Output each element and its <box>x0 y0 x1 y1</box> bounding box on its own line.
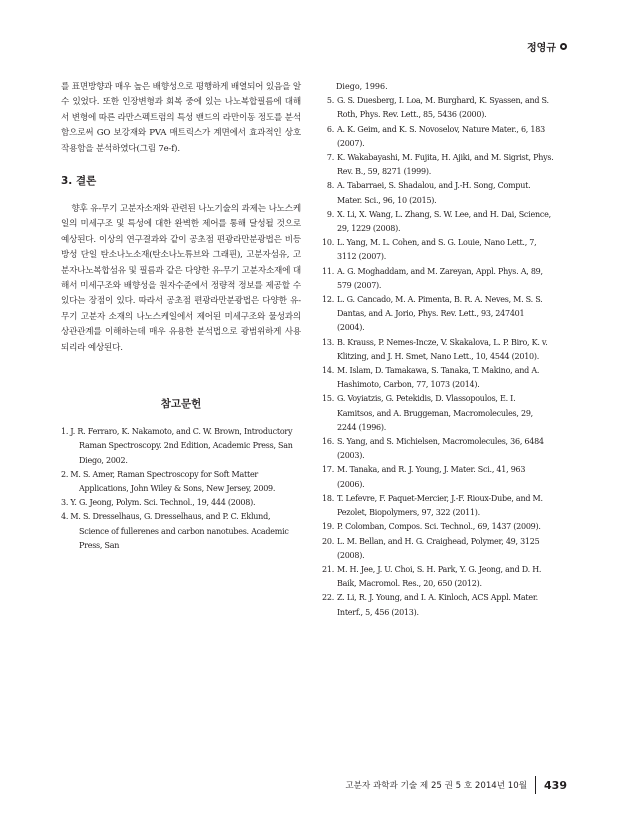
reference-number: 22. <box>322 593 334 603</box>
reference-number: 13. <box>322 337 334 347</box>
right-column <box>318 80 554 620</box>
reference-text: T. Lefevre, F. Paquet-Mercier, J.-F. Rioux-Dube, and M. Pezolet, Biopolymers, 97, 322 (2011). <box>337 493 543 518</box>
reference-text: A. K. Geim, and K. S. Novoselov, Nature Mater., 6, 183 (2007). <box>337 124 545 148</box>
reference-item <box>318 535 554 563</box>
reference-number: 8. <box>326 181 334 191</box>
reference-text: A. Tabarraei, S. Shadalou, and J.-H. Song, Comput. Mater. Sci., 96, 10 (2015). <box>337 181 531 205</box>
reference-text: M. Tanaka, and R. J. Young, J. Mater. Sci., 41, 963 (2006). <box>337 465 526 489</box>
reference-text: Z. Li, R. J. Young, and I. A. Kinloch, ACS Appl. Mater. Interf., 5, 456 (2013). <box>337 593 538 617</box>
reference-text: M. H. Jee, J. U. Choi, S. H. Park, Y. G. Jeong, and D. H. Baik, Macromol. Res., 20, 650 (2012). <box>337 564 542 589</box>
reference-item: 3. Y. G. Jeong, Polym. Sci. Technol., 19, 444 (2008). <box>61 498 256 508</box>
references-title: 참고문헌 <box>160 398 202 411</box>
reference-item <box>318 94 554 122</box>
reference-item <box>318 336 554 364</box>
reference-list-right <box>318 94 554 620</box>
reference-continuation: Diego, 1996. <box>336 82 388 91</box>
reference-item <box>318 236 554 264</box>
reference-number: 12. <box>322 295 334 305</box>
reference-number: 16. <box>322 437 334 447</box>
reference-text: S. Yang, and S. Michielsen, Macromolecules, 36, 6484 (2003). <box>337 437 544 461</box>
reference-text: L. M. Bellan, and H. G. Craighead, Polymer, 49, 3125 (2008). <box>337 536 540 560</box>
reference-text: G. S. Duesberg, I. Loa, M. Burghard, K. Syassen, and S. Roth, Phys. Rev. Lett., 85, 5436 (2000). <box>337 96 549 120</box>
reference-item: 2. M. S. Amer, Raman Spectroscopy for Soft Matter Applications, John Wiley & Sons, New Jersey, 2009. <box>61 469 276 493</box>
reference-number: 15. <box>322 394 334 404</box>
reference-number: 14. <box>322 366 334 376</box>
running-header <box>527 39 567 54</box>
reference-item <box>318 520 554 534</box>
reference-text: A. G. Moghaddam, and M. Zareyan, Appl. Phys. A, 89, 579 (2007). <box>337 266 543 290</box>
header-author-name: 정영규 <box>527 43 556 54</box>
reference-item <box>318 364 554 392</box>
section-heading-conclusion: 3. 결론 <box>61 175 97 188</box>
reference-number: 21. <box>322 564 334 574</box>
reference-number: 5. <box>326 96 334 106</box>
reference-number: 19. <box>322 522 334 532</box>
left-column <box>61 80 301 553</box>
reference-number: 17. <box>322 465 334 475</box>
reference-text: M. Islam, D. Tamakawa, S. Tanaka, T. Makino, and A. Hashimoto, Carbon, 77, 1073 (2014). <box>337 366 540 390</box>
reference-item <box>318 463 554 491</box>
reference-item <box>318 151 554 179</box>
reference-number: 18. <box>322 493 334 503</box>
reference-text: L. Yang, M. L. Cohen, and S. G. Louie, Nano Lett., 7, 3112 (2007). <box>337 238 537 262</box>
reference-number: 11. <box>322 266 334 276</box>
reference-number: 7. <box>326 153 334 163</box>
reference-item <box>318 293 554 336</box>
reference-item <box>318 492 554 520</box>
reference-number: 20. <box>322 536 334 546</box>
page-footer <box>345 776 567 794</box>
journal-citation: 고분자 과학과 기술 제 25 권 5 호 2014년 10월 <box>345 781 528 791</box>
reference-text: K. Wakabayashi, M. Fujita, H. Ajiki, and M. Sigrist, Phys. Rev. B., 59, 8271 (1999). <box>337 153 554 177</box>
reference-item <box>318 392 554 435</box>
circle-bullet-icon <box>560 43 567 50</box>
reference-item <box>318 591 554 619</box>
reference-text: B. Krauss, P. Nemes-Incze, V. Skakalova, L. P. Biro, K. v. Klitzing, and J. H. Smet, Nano Lett., 10, 4544 (2010). <box>337 337 548 361</box>
reference-item <box>318 435 554 463</box>
reference-text: G. Voyiatzis, G. Petekidis, D. Vlassopoulos, E. I. Kamitsos, and A. Bruggeman, Macromolecules, 29, 2244 (1996). <box>337 394 533 432</box>
reference-number: 6. <box>326 124 334 134</box>
reference-text: P. Colomban, Compos. Sci. Technol., 69, 1437 (2009). <box>337 522 541 532</box>
reference-item <box>318 179 554 207</box>
reference-item <box>318 265 554 293</box>
reference-item: 4. M. S. Dresselhaus, G. Dresselhaus, and P. C. Eklund, Science of fullerenes and carbon nanotubes. Academic Press, San <box>61 512 289 550</box>
reference-text: X. Li, X. Wang, L. Zhang, S. W. Lee, and H. Dai, Science, 29, 1229 (2008). <box>337 209 551 234</box>
page-number: 439 <box>544 778 567 792</box>
reference-text: L. G. Cancado, M. A. Pimenta, B. R. A. Neves, M. S. S. Dantas, and A. Jorio, Phys. Rev. Lett., 93, 247401 (2004). <box>337 295 543 333</box>
reference-list-left <box>61 425 301 553</box>
reference-item <box>318 563 554 591</box>
conclusion-paragraph: 향후 유-무기 고분자소재와 관련된 나노기술의 과제는 나노스케일의 미세구조 및 특성에 대한 완벽한 제어를 통해 달성될 것으로 예상된다. 이상의 연구결과와 같이 공초점 편광라만분광법은 비등방성 단일 탄소나노소재(탄소나노튜브와 그래핀), 고분자섬유, 고분자나노복합섬유 및 필름과 같은 다양한 유-무기 고분자소재에 대해서 미세구조와 배향성을 원자수준에서 정량적 정보를 제공할 수 있다는 장점이 있다. 따라서 공초점 편광라만분광법은 다양한 유-무기 고분자 소재의 나노스케일에서 제어된 미세구조와 물성과의 상관관계를 이해하는데 매우 유용한 분석법으로 광범위하게 사용되리라 예상된다. <box>61 204 301 353</box>
intro-paragraph: 를 표면방향과 매우 높은 배향성으로 평행하게 배열되어 있음을 알 수 있었다. 또한 인장변형과 회복 중에 있는 나노복합필름에 대해서 변형에 따른 라만스펙트럼의 특성 밴드의 라만이동 정도를 분석함으로써 GO 보강재와 PVA 매트릭스가 계면에서 효과적인 상호작용함을 분석하였다(그림 7e-f). <box>61 82 301 154</box>
reference-item <box>318 208 554 236</box>
reference-item: 1. J. R. Ferraro, K. Nakamoto, and C. W. Brown, Introductory Raman Spectroscopy. 2nd Edition, Academic Press, San Diego, 2002. <box>61 427 293 465</box>
reference-number: 9. <box>326 209 334 219</box>
reference-item <box>318 123 554 151</box>
footer-divider <box>535 776 536 794</box>
reference-number: 10. <box>322 238 334 248</box>
